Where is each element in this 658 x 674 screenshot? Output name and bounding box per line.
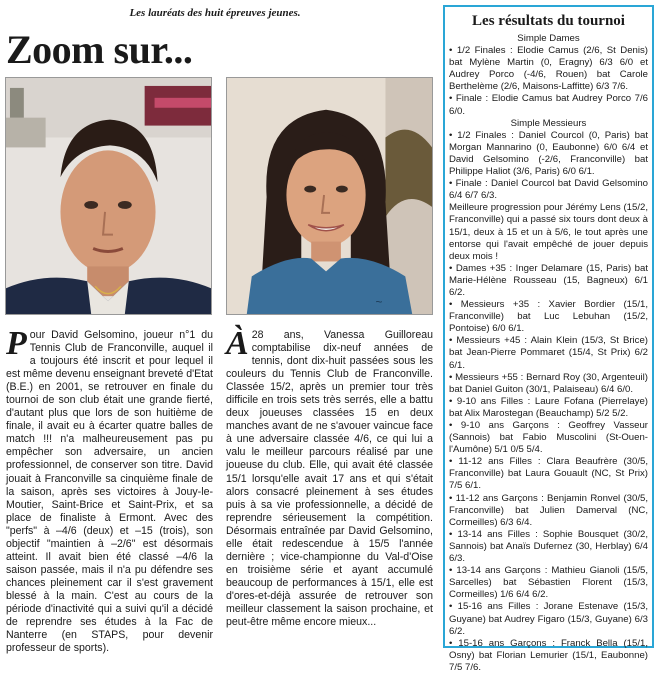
article-body: 28 ans, Vanessa Guilloreau comptabilise dix-neuf années de tennis, dont dix-huit passées sous les couleurs du Tennis Club de Franconville. Classée 15/2, après un premier tour très difficile en trois sets très serrés, elle a battu deux joueuses classées 15 en deux manches avant de ne s'avouer vaincue face à une adversaire classée 4/6, ce qui lui a valu le meilleur parcours réalisé par une joueuse du club. Elle, qui avait été classée 15/1 lorsqu'elle avait 17 ans et qui s'était alors consacré pleinement à ses études puis à sa vie professionnelle, a décidé de reprendre sérieusement la compétition. Désormais entraînée par David Gelsomino, elle était redescendue à 15/5 l'année dernière ; vice-championne du Val-d'Oise en troisième série et ayant accumulé beaucoup de performances à 15/1, elle est d'ores-et-déjà assurée de retrouver son meilleur classement la saison prochaine, et peut-être même encore mieux...: [226, 329, 433, 629]
result-item: Meilleure progression pour Jérémy Lens (15/2, Franconville) qui a passé six tours dont deux à 15/1, deux à 15 et un à 5/6, le tout après une entorse qui l'avait empêché de jouer depuis deux mois !: [449, 202, 648, 262]
result-item: • 1/2 Finales : Daniel Courcol (0, Paris) bat Morgan Mannarino (0, Eaubonne) 6/0 6/4 et David Gelsomino (-2/6, Franconville) bat Philippe Haliot (3/6, Paris) 6/0 6/1.: [449, 129, 648, 178]
article-body: our David Gelsomino, joueur n°1 du Tennis Club de Franconville, auquel il a toujours été inscrit et pour lequel il est même devenu enseignant breveté d'Etat (B.E.) en 2001, se retrouver en finale du tournoi de son club était une grande fierté, d'autant plus que lors de son huitième de finale, il avait eu à écarter quatre balles de match !!! n'a malheureusement pas pu empêcher son adversaire, un ancien professionnel, de conserver son titre. David jouait à Franconville sa cinquième finale de la saison, après ses victoires à Jouy-le-Moutier, Saint-Brice et Saint-Prix, et sa place de finaliste à Ermont. Avec des "perfs" à –4/6 (deux) et –15 (trois), son objectif "maintien à –2/6" est désormais atteint. Il avait bien été classé –4/6 la saison passée, mais il n'a pu défendre ses chances pleinement car il s'est gravement blessé à la main. C'est au cours de la période d'inactivité qui a suivi qu'il a décidé de reprendre ses études à la Fac de Nanterre (en STAPS, pour devenir professeur de sports).: [6, 329, 213, 655]
result-item: • 11-12 ans Filles : Clara Beaufrère (30/5, Franconville) bat Laura Gouault (NC, St Prix) 7/5 6/1.: [449, 456, 648, 492]
results-section-heading: Simple Messieurs: [510, 117, 587, 129]
results-sidebar: [443, 5, 654, 673]
portrait-man-image: [6, 78, 211, 314]
dropcap: À: [226, 325, 249, 362]
shirt-print-image: ~: [375, 295, 383, 310]
result-item: • Dames +35 : Inger Delamare (15, Paris) bat Marie-Hélène Rousseau (15, Bagneux) 6/1 6/2.: [449, 262, 648, 298]
result-item: • 1/2 Finales : Elodie Camus (2/6, St Denis) bat Mylène Martin (0, Eragny) 6/3 6/0 et Audrey Porco (-4/6, Rouen) bat Carole Berthelème (2/6, Maisons-Laffitte) 6/3 7/6.: [449, 45, 648, 93]
article-david: [6, 325, 213, 655]
photo-caption: Les lauréats des huit épreuves jeunes.: [129, 7, 301, 19]
results-section-heading: Simple Dames: [517, 33, 580, 44]
portrait-woman-image: [227, 78, 432, 314]
article-vanessa: [226, 325, 433, 647]
dropcap: P: [6, 325, 27, 362]
results-list: [449, 33, 648, 674]
result-item: • Finale : Elodie Camus bat Audrey Porco 7/6 6/0.: [449, 93, 648, 117]
result-item: • 15-16 ans Filles : Jorane Estenave (15/3, Guyane) bat Audrey Figaro (15/3, Guyane) 6/3 6/2.: [449, 601, 648, 637]
sidebar-title: Les résultats du tournoi: [472, 13, 625, 29]
result-item: • Messieurs +45 : Alain Klein (15/3, St Brice) bat Jean-Pierre Pommaret (15/4, St Prix) 6/2 6/1.: [449, 335, 648, 371]
result-item: • 15-16 ans Garçons : Franck Bella (15/1, Osny) bat Florian Lemurier (15/1, Eaubonne) 7/5 7/6.: [449, 637, 648, 673]
page-title: Zoom sur...: [6, 27, 193, 72]
photo-vanessa-guilloreau: [226, 77, 433, 315]
result-item: • Messieurs +55 : Bernard Roy (30, Argenteuil) bat Daniel Guiton (30/1, Palaiseau) 6/4 6/0.: [449, 371, 648, 395]
result-item: • 9-10 ans Garçons : Geoffrey Vasseur (Sannois) bat Fabio Muscolini (St-Ouen-l'Aumône) 5/1 0/5 5/4.: [449, 420, 648, 456]
result-item: • 11-12 ans Garçons : Benjamin Ronvel (30/5, Franconville) bat Julien Damerval (NC, Cormeilles) 6/3 6/4.: [449, 492, 648, 528]
result-item: • 13-14 ans Garçons : Mathieu Gianoli (15/5, Sarcelles) bat Sébastien Florent (15/3, Cormeilles) 1/6 6/4 6/2.: [449, 565, 648, 601]
photo-david-gelsomino: [5, 77, 212, 315]
result-item: • 9-10 ans Filles : Laure Fofana (Pierrelaye) bat Alix Marostegan (Beauchamp) 5/2 5/2.: [449, 395, 648, 419]
result-item: • 13-14 ans Filles : Sophie Bousquet (30/2, Sannois) bat Anaïs Dufernez (30, Herblay) 6/4 6/3.: [449, 528, 648, 565]
result-item: • Messieurs +35 : Xavier Bordier (15/1, Franconville) bat Luc Lebuhan (15/2, Pontoise) 6/0 6/1.: [449, 299, 648, 335]
result-item: • Finale : Daniel Courcol bat David Gelsomino 6/4 6/7 6/3.: [449, 178, 648, 202]
